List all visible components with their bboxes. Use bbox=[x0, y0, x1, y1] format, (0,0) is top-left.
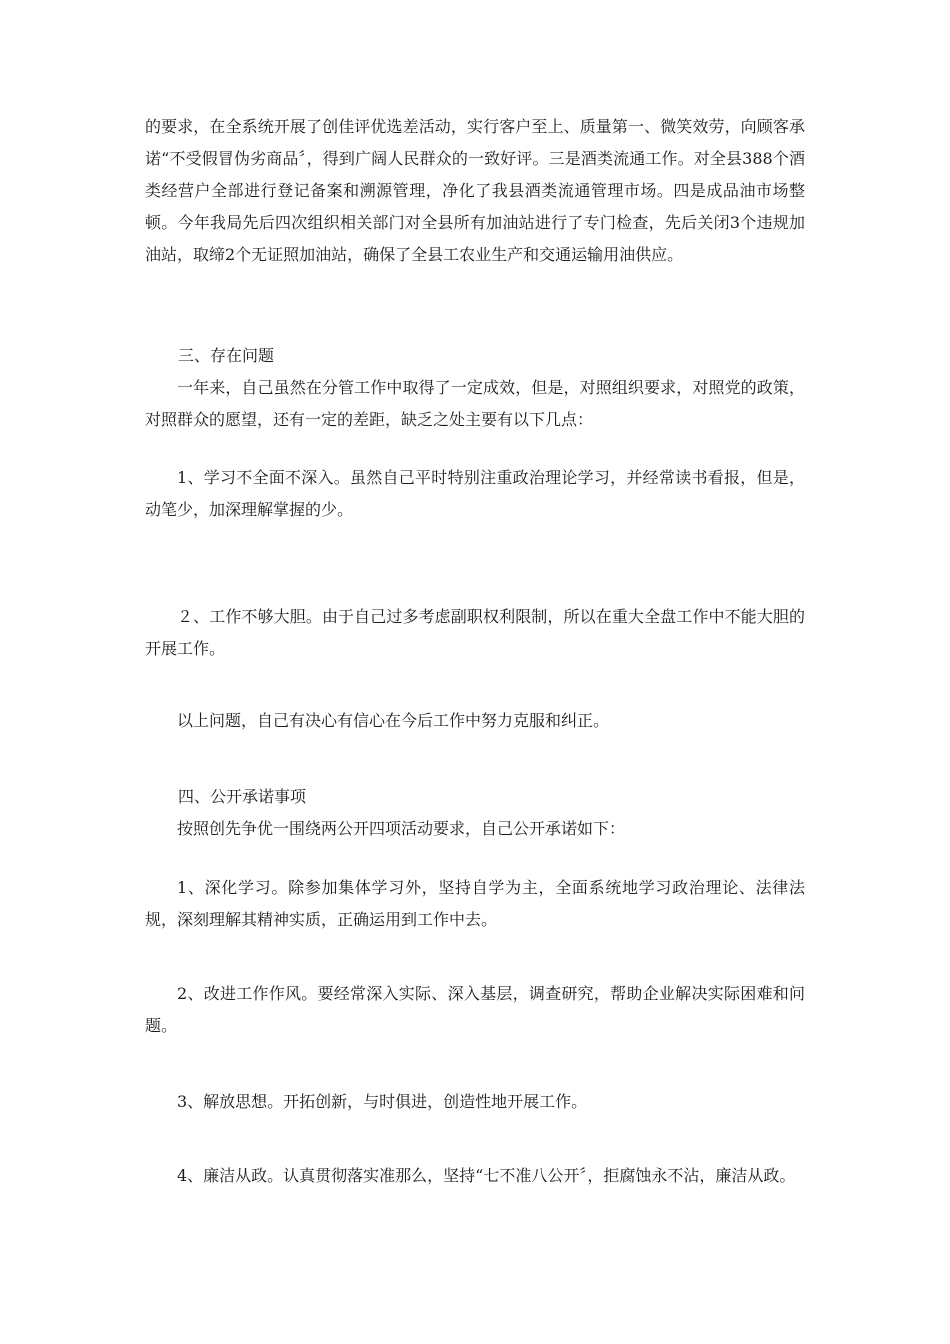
paragraph-commitment-1: 1、深化学习。除参加集体学习外，坚持自学为主，全面系统地学习政治理论、法律法规，深刻理解其精神实质，正确运用到工作中去。 bbox=[145, 878, 805, 929]
paragraph-problems-intro: 一年来，自己虽然在分管工作中取得了一定成效，但是，对照组织要求，对照党的政策，对照群众的愿望，还有一定的差距，缺乏之处主要有以下几点： bbox=[145, 378, 805, 429]
paragraph-problem-2: ２、工作不够大胆。由于自己过多考虑副职权利限制，所以在重大全盘工作中不能大胆的开展工作。 bbox=[145, 607, 805, 658]
paragraph-commitment-4: 4、廉洁从政。认真贯彻落实准那么，坚持“七不准八公开〞，拒腐蚀永不沾，廉洁从政。 bbox=[177, 1166, 796, 1185]
section-heading-public-commitments: 四、公开承诺事项 bbox=[178, 787, 307, 806]
paragraph-commitment-3: 3、解放思想。开拓创新，与时俱进，创造性地开展工作。 bbox=[177, 1092, 588, 1111]
paragraph-resolve: 以上问题，自己有决心有信心在今后工作中努力克服和纠正。 bbox=[177, 711, 610, 730]
paragraph-commitments-intro: 按照创先争优一围绕两公开四项活动要求，自己公开承诺如下： bbox=[177, 819, 626, 838]
paragraph-commitment-2: 2、改进工作作风。要经常深入实际、深入基层，调查研究，帮助企业解决实际困难和问题。 bbox=[145, 984, 805, 1035]
paragraph-alcohol-and-fuel-work: 的要求，在全系统开展了创佳评优选差活动，实行客户至上、质量第一、微笑效劳，向顾客承诺“不受假冒伪劣商品〞，得到广阔人民群众的一致好评。三是酒类流通工作。对全县388个酒类经营户全部进行登记备案和溯源管理，净化了我县酒类流通管理市场。四是成品油市场整顿。今年我局先后四次组织相关部门对全县所有加油站进行了专门检查，先后关闭3个违规加油站，取缔2个无证照加油站，确保了全县工农业生产和交通运输用油供应。 bbox=[145, 117, 805, 264]
paragraph-problem-1: 1、学习不全面不深入。虽然自己平时特别注重政治理论学习，并经常读书看报，但是，动笔少，加深理解掌握的少。 bbox=[145, 468, 805, 519]
section-heading-existing-problems: 三、存在问题 bbox=[178, 346, 275, 365]
